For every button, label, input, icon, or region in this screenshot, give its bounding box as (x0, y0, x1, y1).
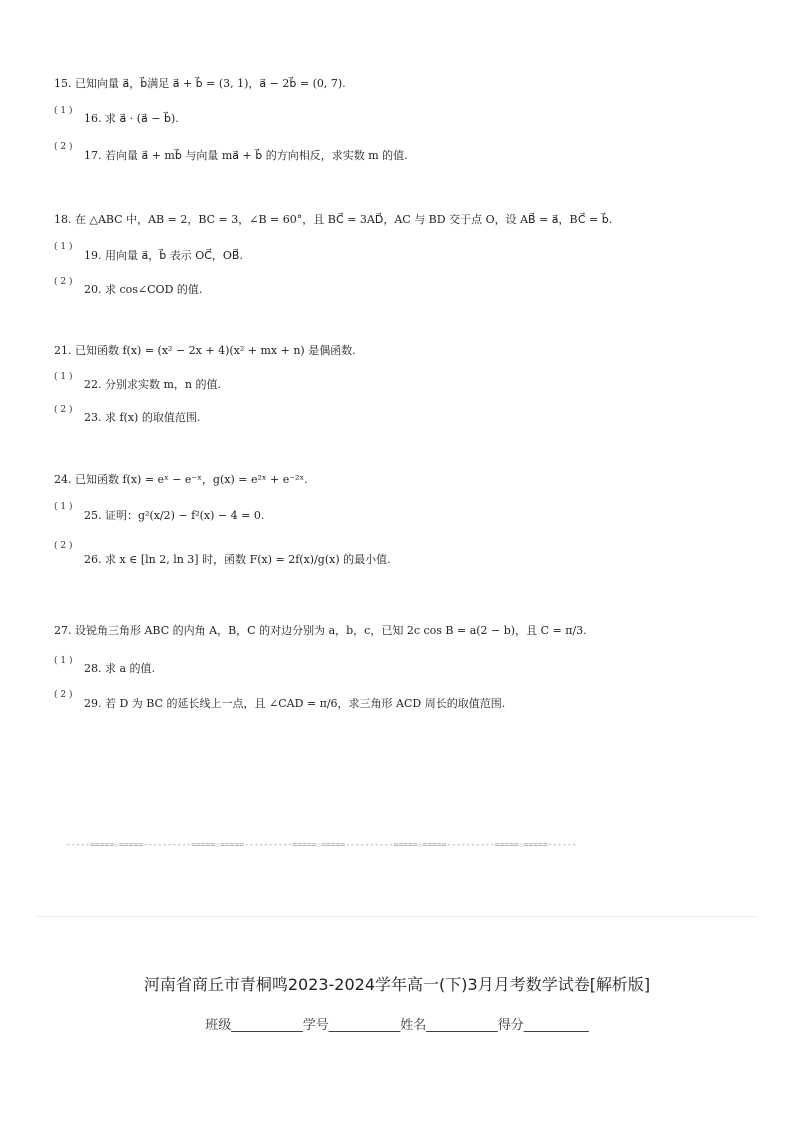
problem-15-stem: 15. 已知向量 a⃗，b⃗满足 a⃗ + b⃗ = (3, 1)，a⃗ − 2b⃗ = (0, 7). (54, 77, 346, 90)
problem-24-stem: 24. 已知函数 f(x) = eˣ − e⁻ˣ，g(x) = e²ˣ + e⁻²ˣ. (54, 473, 308, 486)
problem-16-text: 16. 求 a⃗ · (a⃗ − b⃗). (84, 112, 179, 125)
sub-question-tag: ( 2 ) (54, 405, 73, 415)
problem-28-text: 28. 求 a 的值. (84, 662, 156, 675)
problem-18-stem: 18. 在 △ABC 中，AB = 2，BC = 3，∠B = 60°，且 BC⃗ = 3AD⃗，AC 与 BD 交于点 O，设 AB⃗ = a⃗，BC⃗ = b⃗. (54, 213, 613, 226)
sub-question-tag: ( 1 ) (54, 372, 73, 382)
student-info-fields: 班级___________学号___________姓名___________得分__________ (205, 1018, 589, 1033)
problem-29-text: 29. 若 D 为 BC 的延长线上一点，且 ∠CAD = π/6，求三角形 ACD 周长的取值范围. (84, 697, 506, 710)
problem-17-text: 17. 若向量 a⃗ + mb⃗ 与向量 ma⃗ + b⃗ 的方向相反，求实数 m 的值. (84, 149, 408, 162)
problem-20-text: 20. 求 cos∠COD 的值. (84, 283, 203, 296)
section-separator: -----=====☆=====----------=====☆=====----------=====☆=====----------=====☆=====----------=====☆=====------ (66, 840, 577, 849)
sub-question-tag: ( 2 ) (54, 277, 73, 287)
sub-question-tag: ( 2 ) (54, 541, 73, 551)
problem-27-stem: 27. 设锐角三角形 ABC 的内角 A，B，C 的对边分别为 a，b，c，已知 2c cos B = a(2 − b)，且 C = π/3. (54, 624, 587, 637)
sub-question-tag: ( 1 ) (54, 502, 73, 512)
problem-25-text: 25. 证明：g²(x/2) − f²(x) − 4 = 0. (84, 509, 265, 522)
problem-23-text: 23. 求 f(x) 的取值范围. (84, 411, 201, 424)
problem-22-text: 22. 分别求实数 m，n 的值. (84, 378, 221, 391)
exam-title: 河南省商丘市青桐鸣2023-2024学年高一(下)3月月考数学试卷[解析版] (143, 975, 651, 994)
problem-26-text: 26. 求 x ∈ [ln 2, ln 3] 时，函数 F(x) = 2f(x)/g(x) 的最小值. (84, 553, 391, 566)
sub-question-tag: ( 1 ) (54, 656, 73, 666)
sub-question-tag: ( 1 ) (54, 242, 73, 252)
sub-question-tag: ( 2 ) (54, 142, 73, 152)
divider-line (36, 916, 758, 917)
sub-question-tag: ( 2 ) (54, 690, 73, 700)
sub-question-tag: ( 1 ) (54, 106, 73, 116)
problem-19-text: 19. 用向量 a⃗，b⃗ 表示 OC⃗，OB⃗. (84, 249, 243, 262)
problem-21-stem: 21. 已知函数 f(x) = (x² − 2x + 4)(x² + mx + n) 是偶函数. (54, 344, 356, 357)
